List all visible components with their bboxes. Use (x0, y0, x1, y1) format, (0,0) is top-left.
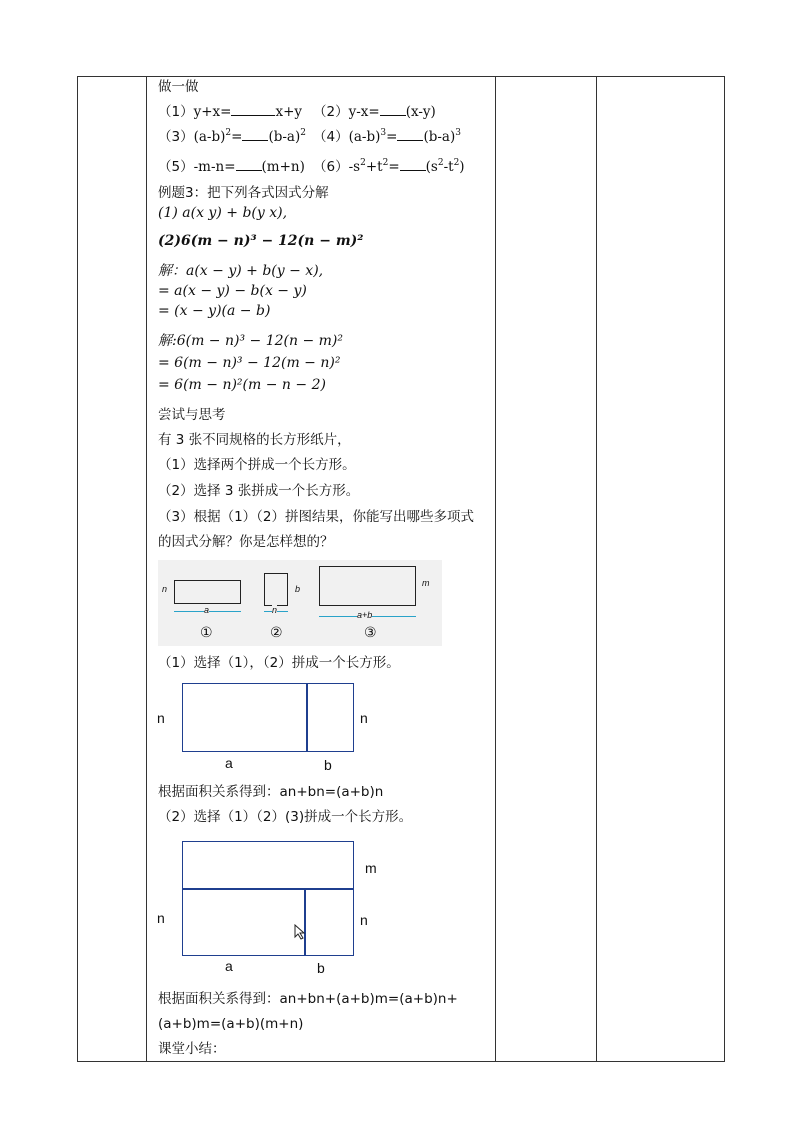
card-3 (319, 566, 416, 606)
answer-2-top-right-label: m (365, 860, 377, 876)
exercise-6: $(6)-s^2+t^2= (s^2-t^2)$ (313, 158, 465, 175)
solution-1-line-1: 解：a(x − y) + b(y − x), (158, 263, 324, 279)
card-2 (264, 573, 288, 606)
try-think-p5: 的因式分解？你是怎样想的？ (158, 534, 334, 550)
try-think-p2: （1）选择两个拼成一个长方形。 (158, 457, 356, 473)
answer-1-figure (155, 682, 385, 772)
answer-2-rectangle (182, 841, 354, 956)
example-question-2: (2)6(m − n)³ − 12(n − m)² (158, 233, 364, 249)
summary-title: 课堂小结： (158, 1041, 226, 1057)
exercise-3: $(3)(a-b)^2= (b-a)^2$ (158, 128, 306, 145)
card-3-side-label: m (422, 578, 430, 588)
table-column-divider (495, 76, 496, 1062)
card-3-bottom-label: a+b (357, 610, 373, 620)
answer-1-divider (306, 683, 308, 752)
paper-cards-figure (158, 560, 442, 646)
example-question-1: (1) a(x y) + b(y x), (158, 205, 288, 221)
card-1-bottom-label: a (204, 605, 210, 615)
answer-2-left-label: n (157, 910, 165, 926)
exercise-4: $(4)(a-b)^3= (b-a)^3$ (313, 128, 461, 145)
answer-2-right-label: n (360, 912, 368, 928)
answer-1-result: 根据面积关系得到：an+bn=(a+b)n (158, 784, 384, 800)
solution-1-line-2: = a(x − y) − b(x − y) (158, 283, 307, 299)
try-think-p1: 有 3 张不同规格的长方形纸片， (158, 432, 351, 448)
card-2-bottom-label: n (272, 605, 278, 615)
card-2-number: ② (270, 624, 283, 640)
card-3-number: ③ (364, 624, 377, 640)
exercise-1: （1）y+x= x+y (158, 104, 303, 120)
answer-1-right-label: n (360, 710, 368, 726)
solution-2-line-1: 解:6(m − n)³ − 12(n − m)² (158, 333, 343, 349)
solution-1-line-3: = (x − y)(a − b) (158, 303, 271, 319)
answer-2-result-1: 根据面积关系得到：an+bn+(a+b)m=(a+b)n+ (158, 991, 458, 1007)
try-think-p4: （3）根据（1）（2）拼图结果，你能写出哪些多项式 (158, 509, 475, 525)
solution-2-line-2: = 6(m − n)³ − 12(m − n)² (158, 355, 341, 371)
answer-2-bottom-a: a (225, 958, 233, 974)
answer-2-bottom-b: b (317, 960, 325, 976)
answer-1-left-label: n (157, 710, 165, 726)
answer-1-text: （1）选择（1），（2）拼成一个长方形。 (158, 655, 400, 671)
example-title: 例题3：把下列各式因式分解 (158, 185, 329, 201)
answer-1-bottom-a: a (225, 755, 233, 771)
answer-2-horizontal-divider (182, 888, 354, 890)
table-column-divider (146, 76, 147, 1062)
section-heading-do: 做一做 (158, 79, 199, 95)
card-1 (174, 580, 241, 604)
answer-1-rectangle (182, 683, 354, 752)
try-think-title: 尝试与思考 (158, 407, 226, 423)
table-column-divider (596, 76, 597, 1062)
exercise-5: （5）-m-n= (m+n) (158, 159, 305, 175)
card-1-side-label: n (162, 584, 168, 594)
try-think-p3: （2）选择 3 张拼成一个长方形。 (158, 483, 360, 499)
card-1-number: ① (200, 624, 213, 640)
answer-2-result-2: (a+b)m=(a+b)(m+n) (158, 1016, 304, 1032)
answer-1-bottom-b: b (324, 757, 332, 773)
exercise-2: （2）y-x= (x-y) (313, 104, 436, 120)
cursor-icon (293, 924, 307, 940)
answer-2-figure (155, 840, 385, 980)
answer-2-text: （2）选择（1）（2）(3)拼成一个长方形。 (158, 809, 413, 825)
answer-2-vertical-divider (304, 888, 306, 956)
card-2-side-label: b (295, 584, 301, 594)
solution-2-line-3: = 6(m − n)²(m − n − 2) (158, 377, 326, 393)
